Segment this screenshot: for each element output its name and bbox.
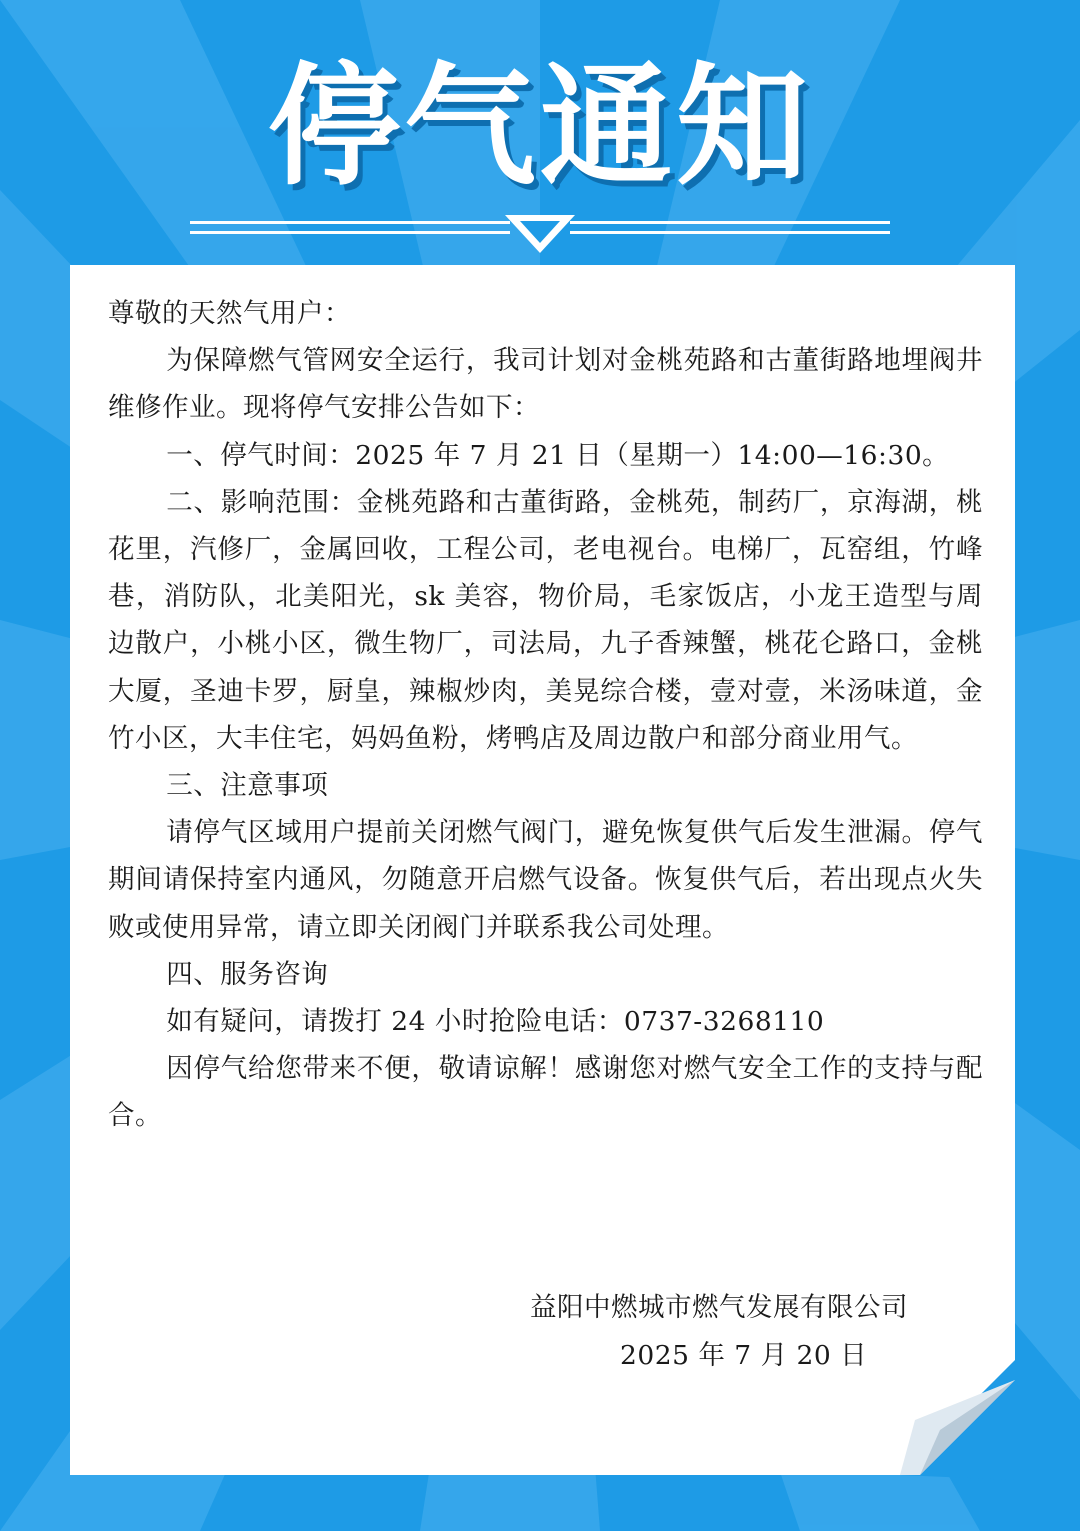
notice-date: 2025 年 7 月 20 日 [620,1340,868,1371]
service-hotline: 如有疑问，请拨打 24 小时抢险电话：0737-3268110 [166,1006,825,1038]
affected-area: 二、影响范围：金桃苑路和古董街路，金桃苑，制药厂，京海湖，桃花里，汽修厂，金属回收，工程公司，老电视台。电梯厂，瓦窑组，竹峰巷，消防队，北美阳光，sk 美容，物价局，毛家饭店，小龙王造型与周边散户，小桃小区，微生物厂，司法局，九子香辣蟹，桃花仑路口，金桃大厦，圣迪卡罗，厨皇，辣椒炒肉，美晃综合楼，壹对壹，米汤味道，金竹小区，大丰住宅，妈妈鱼粉，烤鸭店及周边散户和部分商业用气。 [108,486,983,754]
greeting: 尊敬的天然气用户： [108,298,351,329]
title-divider [0,205,1080,265]
service-heading: 四、服务咨询 [166,958,329,990]
outage-time: 一、停气时间：2025 年 7 月 21 日（星期一）14:00—16:30。 [166,439,950,471]
company-name: 益阳中燃城市燃气发展有限公司 [530,1292,908,1323]
notice-body [108,290,983,1140]
signature-block [530,1284,950,1380]
notice-title: 停气通知 [268,50,812,204]
precautions-text: 请停气区域用户提前关闭燃气阀门，避免恢复供气后发生泄漏。停气期间请保持室内通风，勿随意开启燃气设备。恢复供气后，若出现点火失败或使用异常，请立即关闭阀门并联系我公司处理。 [108,817,983,943]
closing-text: 因停气给您带来不便，敬请谅解！感谢您对燃气安全工作的支持与配合。 [108,1053,983,1132]
precautions-heading: 三、注意事项 [166,770,329,802]
intro-paragraph: 为保障燃气管网安全运行，我司计划对金桃苑路和古董街路地埋阀井维修作业。现将停气安排公告如下： [108,345,983,424]
